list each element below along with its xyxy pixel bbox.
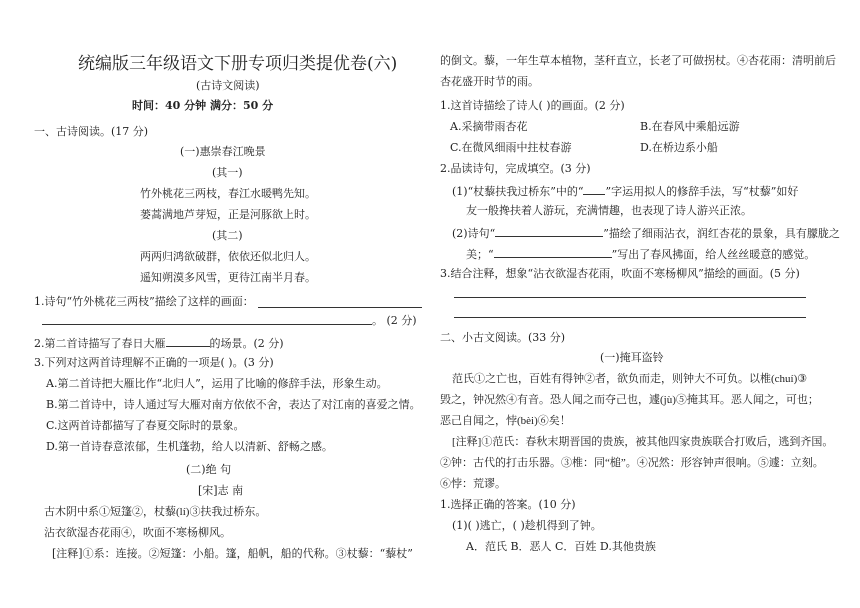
classical-note-line-1: [注释]①范氏：春秋末期晋国的贵族，被其他四家贵族联合打败后，逃到齐国。 [452, 436, 834, 448]
classical-note-line-3: ⑥悖：荒谬。 [440, 478, 506, 490]
q2-2-text-d: ”写出了春风拂面，给人丝丝暖意的感觉。 [611, 248, 816, 261]
section1-heading: 一、古诗阅读。(17 分) [34, 125, 149, 138]
answer-blank[interactable] [494, 246, 612, 258]
answer-blank[interactable] [583, 183, 605, 195]
poem2-question-1-option-b[interactable]: B.在春风中乘船远游 [640, 120, 740, 133]
poem2-question-2-part-2-cont [466, 246, 815, 262]
classical-text-line-3: 恶己自闻之，悖(bèi)⑥矣！ [440, 415, 571, 427]
question-3-option-c[interactable]: C.这两首诗都描写了春夏交际时的景象。 [46, 419, 245, 432]
poem1-line-3: 两两归鸿欲破群，依依还似北归人。 [140, 251, 316, 263]
poem1-subtitle-2: (其二) [212, 229, 243, 242]
poem2-author: [宋]志 南 [198, 484, 244, 497]
poem2-question-3: 3.结合注释，想象“沾衣欲湿杏花雨，吹面不寒杨柳风”描绘的画面。(5 分) [440, 267, 800, 280]
poem2-question-1-option-d[interactable]: D.在桥边系小船 [640, 141, 718, 154]
q2-1-text-b: ”字运用拟人的修辞手法，写“杖藜”如好 [605, 185, 799, 198]
note-continued-2: 杏花盛开时节的雨。 [440, 75, 539, 88]
poem1-line-2: 蒌蒿满地芦芽短，正是河豚欲上时。 [140, 209, 316, 221]
question-1: 1.诗句“竹外桃花三两枝”描绘了这样的画面： [34, 295, 254, 308]
exam-time-info: 时间：40 分钟 满分：50 分 [132, 99, 274, 112]
poem1-line-4: 遥知朔漠多风雪，更待江南半月春。 [140, 272, 316, 284]
answer-line[interactable] [42, 324, 372, 325]
poem1-line-1: 竹外桃花三两枝，春江水暖鸭先知。 [140, 188, 316, 200]
q2-1-text-a: (1)“杖藜扶我过桥东”中的“ [452, 185, 584, 198]
classical-text-line-2: 毁之，钟况然④有音。恐人闻之而夺己也，遽(jù)⑤掩其耳。恶人闻之，可也； [440, 394, 819, 406]
question-2-text-a: 2.第二首诗描写了春日大雁 [34, 337, 166, 350]
poem2-question-2: 2.品读诗句，完成填空。(3 分) [440, 162, 591, 175]
answer-blank[interactable] [495, 225, 603, 237]
classical-question-1-part-1: (1)( )逃亡，( )趁机得到了钟。 [452, 519, 602, 532]
poem2-question-1-option-a[interactable]: A.采摘带雨杏花 [450, 120, 528, 133]
question-2-text-b: 的场景。(2 分) [209, 337, 284, 350]
q2-2-text-c: 美；“ [466, 248, 494, 261]
question-3: 3.下列对这两首诗理解不正确的一项是( )。(3 分) [34, 356, 274, 369]
classical-text-line-1: 范氏①之亡也，百姓有得钟②者，欲负而走，则钟大不可负。以椎(chuí)③ [452, 373, 808, 385]
answer-line[interactable] [258, 307, 422, 308]
answer-line[interactable] [454, 297, 806, 298]
poem2-question-1-option-c[interactable]: C.在微风细雨中拄杖春游 [450, 141, 572, 154]
answer-blank[interactable] [166, 335, 210, 347]
poem2-line-2: 沾衣欲湿杏花雨④，吹面不寒杨柳风。 [44, 527, 231, 539]
poem2-question-2-part-1 [452, 183, 798, 199]
q2-2-text-a: (2)诗句“ [452, 227, 496, 240]
page-title: 统编版三年级语文下册专项归类提优卷(六) [78, 54, 398, 74]
question-3-option-b[interactable]: B.第二首诗中，诗人通过写大雁对南方依依不舍，表达了对江南的喜爱之情。 [46, 398, 421, 411]
text-title: (一)掩耳盗铃 [600, 351, 664, 364]
classical-question-1-options[interactable]: A．范氏 B．恶人 C．百姓 D.其他贵族 [466, 540, 656, 553]
question-1-score: 。 (2 分) [372, 314, 417, 327]
q2-1-text-c: 友一般搀扶着人游玩，充满情趣，也表现了诗人游兴正浓。 [466, 204, 752, 217]
classical-question-1: 1.选择正确的答案。(10 分) [440, 498, 576, 511]
poem1-subtitle-1: (其一) [212, 166, 243, 179]
poem1-title: (一)惠崇春江晚景 [180, 145, 266, 158]
question-2 [34, 335, 284, 351]
poem2-question-1: 1.这首诗描绘了诗人( )的画面。(2 分) [440, 99, 625, 112]
poem2-question-2-part-2 [452, 225, 840, 241]
q2-2-text-b: ”描绘了细雨沾衣，润红杏花的景象，具有朦胧之 [603, 227, 840, 240]
poem2-title: (二)绝 句 [186, 463, 232, 476]
poem2-note: [注释]①系：连接。②短篷：小船。篷，船帆，船的代称。③杖藜：“藜杖” [52, 547, 413, 560]
question-3-option-a[interactable]: A.第二首诗把大雁比作“北归人”，运用了比喻的修辞手法，形象生动。 [46, 377, 388, 390]
question-3-option-d[interactable]: D.第一首诗春意浓郁，生机蓬勃，给人以清新、舒畅之感。 [46, 440, 333, 453]
section2-heading: 二、小古文阅读。(33 分) [440, 331, 566, 344]
answer-line[interactable] [454, 317, 806, 318]
poem2-line-1: 古木阴中系①短篷②，杖藜(lí)③扶我过桥东。 [44, 506, 267, 518]
page-subtitle: (古诗文阅读) [196, 79, 260, 92]
classical-note-line-2: ②钟：古代的打击乐器。③椎：同“槌”。④况然：形容钟声很响。⑤遽：立刻。 [440, 457, 824, 469]
note-continued-1: 的倒文。藜，一年生草本植物，茎秆直立，长老了可做拐杖。④杏花雨：清明前后 [440, 54, 836, 67]
